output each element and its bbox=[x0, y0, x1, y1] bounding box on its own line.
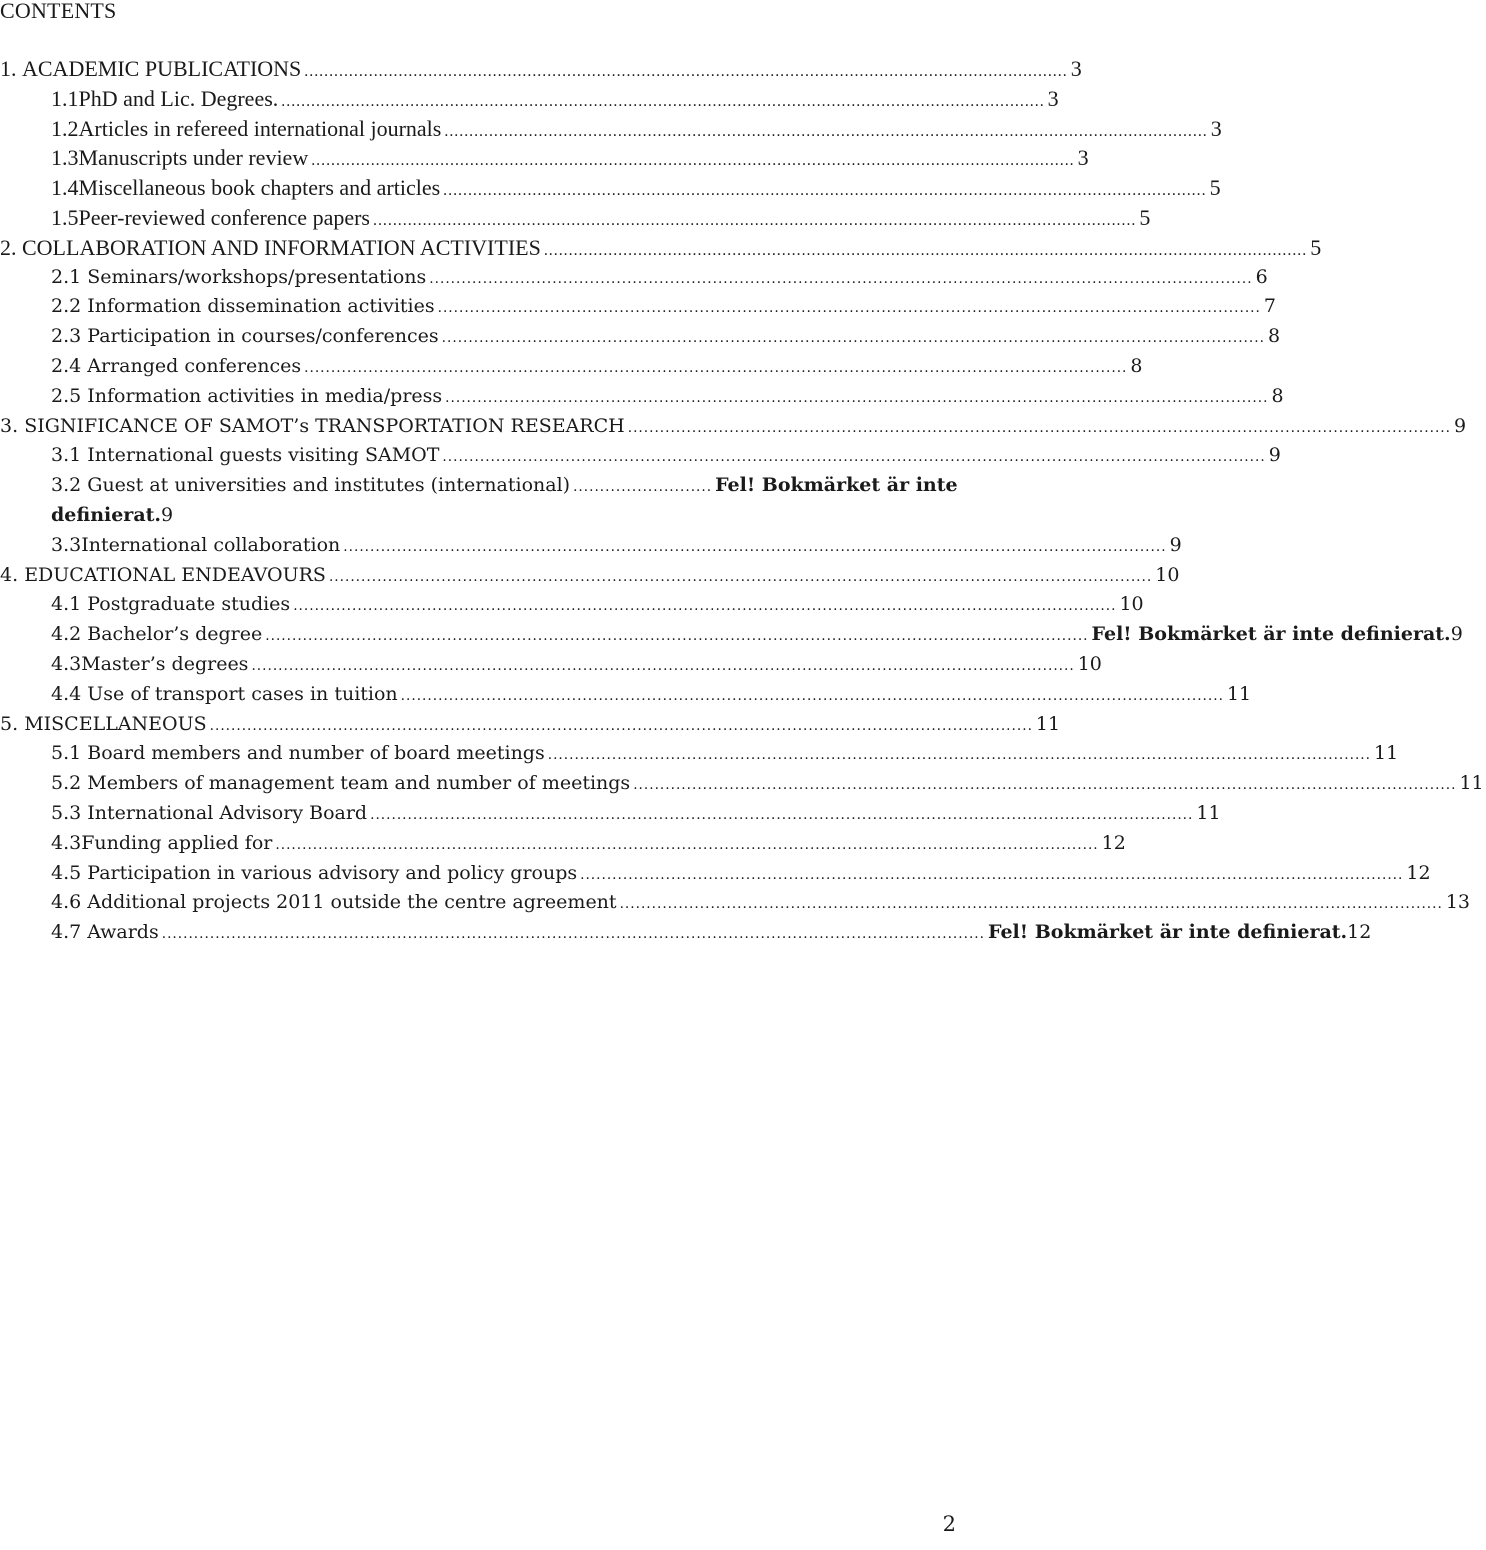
entry-page: 12 bbox=[1406, 861, 1431, 884]
dot-leader: .......................................................................................................................................................... bbox=[627, 419, 1451, 436]
toc-entry[interactable] bbox=[0, 620, 1463, 650]
entry-page: 8 bbox=[1271, 384, 1284, 407]
entry-number: 4.3 bbox=[51, 831, 82, 854]
dot-leader: .......................................................................................................................................................... bbox=[281, 92, 1045, 110]
entry-title: Board members and number of board meetings bbox=[87, 742, 545, 765]
toc-entry[interactable] bbox=[0, 412, 1467, 442]
entry-number: 1.5 bbox=[51, 204, 79, 230]
toc-entry[interactable] bbox=[0, 739, 1399, 769]
toc-entry-continuation bbox=[0, 501, 960, 531]
entry-number: 4. bbox=[0, 563, 19, 586]
entry-page: 13 bbox=[1445, 891, 1471, 914]
dot-leader: .......................................................................................................................................................... bbox=[293, 598, 1117, 615]
dot-leader: .......................................................................................................................................................... bbox=[543, 241, 1308, 259]
dot-leader: .......................................................................................................................................................... bbox=[251, 657, 1075, 674]
dot-leader: .......................................................................................................................................................... bbox=[311, 152, 1075, 170]
dot-leader: .......................................................................................................................................................... bbox=[328, 568, 1153, 585]
entry-page: 3 bbox=[1077, 145, 1089, 171]
toc-entry[interactable] bbox=[0, 859, 1431, 889]
entry-title: Manuscripts under review bbox=[78, 145, 309, 171]
entry-page: 10 bbox=[1119, 593, 1144, 616]
entry-number: 1.2 bbox=[51, 115, 79, 141]
entry-page: 10 bbox=[1077, 652, 1102, 675]
entry-number: 5.2 bbox=[51, 772, 82, 795]
entry-number: 4.5 bbox=[51, 861, 82, 884]
entry-number: 2.3 bbox=[51, 325, 82, 348]
entry-title: International guests visiting SAMOT bbox=[87, 444, 440, 467]
entry-number: 1. bbox=[0, 56, 17, 81]
dot-leader: .......................................................................................................................................................... bbox=[343, 538, 1167, 555]
toc-entry[interactable] bbox=[0, 382, 1284, 412]
entry-page: 11 bbox=[1374, 742, 1399, 765]
entry-page: 6 bbox=[1255, 265, 1268, 288]
toc-entry[interactable] bbox=[0, 352, 1143, 382]
bookmark-error: Fel! Bokmärket är inte bbox=[715, 474, 958, 497]
dot-leader: .......................................................................................................................................................... bbox=[265, 628, 1089, 645]
entry-title: Peer-reviewed conference papers bbox=[78, 204, 370, 230]
entry-number: 4.3 bbox=[51, 652, 82, 675]
dot-leader: .......................................................................................................................................................... bbox=[400, 687, 1224, 704]
toc-entry[interactable] bbox=[0, 710, 1061, 740]
entry-title: Participation in courses/conferences bbox=[87, 325, 439, 348]
toc-entry[interactable] bbox=[0, 263, 1268, 293]
entry-page: 11 bbox=[1196, 801, 1221, 824]
entry-number: 3.2 bbox=[51, 474, 82, 497]
entry-title: Members of management team and number of meetings bbox=[87, 772, 631, 795]
entry-number: 4.7 bbox=[51, 921, 82, 944]
entry-title: MISCELLANEOUS bbox=[24, 712, 207, 735]
toc-entry[interactable] bbox=[0, 531, 1182, 561]
entry-page: 5 bbox=[1209, 175, 1221, 201]
dot-leader: .......................................................................................................................................................... bbox=[633, 777, 1457, 794]
entry-title: Guest at universities and institutes (international) bbox=[87, 474, 571, 497]
entry-page: 12 bbox=[1101, 831, 1126, 854]
entry-page: 11 bbox=[1459, 772, 1484, 795]
entry-number: 3.1 bbox=[51, 444, 82, 467]
entry-title: Bachelor’s degree bbox=[87, 623, 263, 646]
toc-heading: CONTENTS bbox=[0, 0, 117, 23]
entry-title: EDUCATIONAL ENDEAVOURS bbox=[24, 563, 326, 586]
dot-leader: .......................... bbox=[573, 479, 713, 496]
entry-number: 3. bbox=[0, 414, 19, 437]
entry-title: SIGNIFICANCE OF SAMOT’s TRANSPORTATION RESEARCH bbox=[24, 414, 625, 437]
toc-entry[interactable] bbox=[0, 322, 1281, 352]
entry-number: 2.1 bbox=[51, 265, 82, 288]
entry-number: 4.2 bbox=[51, 623, 82, 646]
toc-entry[interactable] bbox=[0, 680, 1252, 710]
dot-leader: .......................................................................................................................................................... bbox=[547, 747, 1371, 764]
entry-page: 8 bbox=[1267, 325, 1281, 348]
toc-entry[interactable] bbox=[0, 888, 1471, 918]
dot-leader: .......................................................................................................................................................... bbox=[209, 717, 1033, 734]
entry-page: 5 bbox=[1310, 234, 1322, 260]
toc-entry[interactable] bbox=[0, 650, 1102, 680]
entry-number: 1.1 bbox=[51, 85, 79, 111]
dot-leader: .......................................................................................................................................................... bbox=[437, 300, 1261, 317]
bookmark-error-continued: definierat. bbox=[51, 503, 162, 526]
toc-entry[interactable] bbox=[0, 769, 1484, 799]
toc-entry[interactable] bbox=[0, 233, 1322, 263]
toc-entry[interactable] bbox=[0, 143, 1089, 173]
toc-entry[interactable] bbox=[0, 84, 1059, 114]
entry-title: International Advisory Board bbox=[87, 801, 368, 824]
entry-title: International collaboration bbox=[81, 533, 341, 556]
entry-page: 8 bbox=[1130, 354, 1143, 377]
toc-entry[interactable] bbox=[0, 203, 1151, 233]
entry-number: 4.1 bbox=[51, 593, 82, 616]
dot-leader: .......................................................................................................................................................... bbox=[619, 896, 1443, 913]
toc-entry[interactable] bbox=[0, 54, 1082, 84]
dot-leader: .......................................................................................................................................................... bbox=[429, 270, 1253, 287]
entry-title: Articles in refereed international journals bbox=[78, 115, 442, 141]
entry-page: 9 bbox=[1450, 623, 1463, 646]
entry-page: 9 bbox=[161, 503, 174, 526]
entry-title: Awards bbox=[87, 921, 159, 944]
entry-title: PhD and Lic. Degrees. bbox=[78, 85, 279, 111]
entry-number: 2.5 bbox=[51, 384, 82, 407]
toc-entry[interactable] bbox=[0, 292, 1276, 322]
table-of-contents bbox=[0, 54, 1484, 948]
entry-title: Additional projects 2011 outside the centre agreement bbox=[87, 891, 617, 914]
entry-page: 5 bbox=[1139, 204, 1151, 230]
entry-page: 9 bbox=[1268, 444, 1281, 467]
toc-entry[interactable] bbox=[0, 441, 1281, 471]
toc-entry[interactable] bbox=[0, 173, 1221, 203]
bookmark-error: Fel! Bokmärket är inte definierat. bbox=[988, 921, 1348, 944]
entry-page: 3 bbox=[1070, 56, 1082, 81]
dot-leader: .......................................................................................................................................................... bbox=[580, 866, 1404, 883]
entry-title: Information dissemination activities bbox=[87, 295, 435, 318]
entry-page: 9 bbox=[1169, 533, 1182, 556]
entry-page: 10 bbox=[1155, 563, 1180, 586]
dot-leader: .......................................................................................................................................................... bbox=[161, 926, 986, 943]
entry-title: Participation in various advisory and policy groups bbox=[87, 861, 578, 884]
dot-leader: .......................................................................................................................................................... bbox=[441, 330, 1265, 347]
entry-title: Arranged conferences bbox=[87, 354, 302, 377]
dot-leader: .......................................................................................................................................................... bbox=[373, 211, 1137, 229]
entry-number: 4.6 bbox=[51, 891, 82, 914]
dot-leader: .......................................................................................................................................................... bbox=[304, 63, 1068, 80]
entry-page: 11 bbox=[1035, 712, 1061, 735]
toc-entry[interactable] bbox=[0, 561, 1180, 591]
toc-entry[interactable] bbox=[0, 590, 1144, 620]
entry-page: 3 bbox=[1210, 115, 1222, 141]
entry-number: 4.4 bbox=[51, 682, 82, 705]
entry-number: 1.4 bbox=[51, 175, 79, 201]
entry-page: 3 bbox=[1047, 85, 1059, 111]
entry-page: 12 bbox=[1347, 921, 1372, 944]
entry-number: 2. bbox=[0, 234, 17, 260]
dot-leader: .......................................................................................................................................................... bbox=[444, 122, 1208, 140]
dot-leader: .......................................................................................................................................................... bbox=[443, 182, 1207, 200]
entry-title: Seminars/workshops/presentations bbox=[87, 265, 427, 288]
entry-page: 9 bbox=[1454, 414, 1467, 437]
entry-title: Use of transport cases in tuition bbox=[87, 682, 398, 705]
dot-leader: .......................................................................................................................................................... bbox=[445, 389, 1269, 406]
page-number: 2 bbox=[942, 1512, 956, 1536]
entry-number: 5. bbox=[0, 712, 19, 735]
toc-entry[interactable] bbox=[0, 829, 1126, 859]
entry-title: ACADEMIC PUBLICATIONS bbox=[22, 56, 302, 81]
entry-number: 3.3 bbox=[51, 533, 82, 556]
dot-leader: .......................................................................................................................................................... bbox=[304, 359, 1128, 376]
dot-leader: .......................................................................................................................................................... bbox=[370, 806, 1194, 823]
entry-title: Information activities in media/press bbox=[87, 384, 443, 407]
entry-title: Postgraduate studies bbox=[87, 593, 291, 616]
entry-number: 5.1 bbox=[51, 742, 82, 765]
dot-leader: .......................................................................................................................................................... bbox=[442, 449, 1266, 466]
toc-entry[interactable] bbox=[0, 471, 960, 501]
toc-entry[interactable] bbox=[0, 799, 1221, 829]
entry-number: 5.3 bbox=[51, 801, 82, 824]
entry-title: Miscellaneous book chapters and articles bbox=[78, 175, 441, 201]
dot-leader: .......................................................................................................................................................... bbox=[275, 836, 1099, 853]
entry-page: 11 bbox=[1226, 682, 1252, 705]
toc-entry[interactable] bbox=[0, 918, 1372, 948]
entry-page: 7 bbox=[1263, 295, 1276, 318]
entry-title: Funding applied for bbox=[81, 831, 273, 854]
entry-title: Master’s degrees bbox=[81, 652, 249, 675]
entry-number: 1.3 bbox=[51, 145, 79, 171]
bookmark-error: Fel! Bokmärket är inte definierat. bbox=[1091, 623, 1451, 646]
entry-number: 2.4 bbox=[51, 354, 82, 377]
entry-number: 2.2 bbox=[51, 295, 82, 318]
toc-entry[interactable] bbox=[0, 114, 1222, 144]
entry-title: COLLABORATION AND INFORMATION ACTIVITIES bbox=[22, 234, 541, 260]
